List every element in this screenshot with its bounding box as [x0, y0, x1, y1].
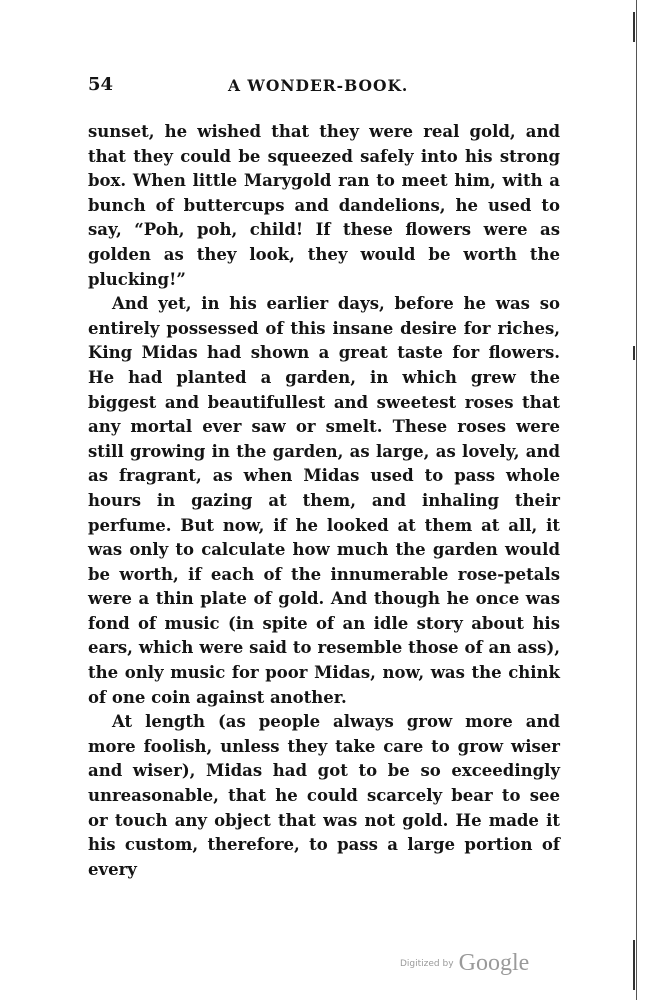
paragraph-2: And yet, in his earlier days, before he was so entirely possessed of this insane desire for riches, King Midas had shown a great taste for flowers. He had planted a garden, in which grew the biggest and beautifullest and sweetest roses that any mortal ever saw or smelt. These roses were still growing in the garden, as large, as lovely, and as fragrant, as when Midas used to pass whole hours in gazing at them, and inhaling their perfume. But now, if he looked at them at all, it was only to calculate how much the garden would be worth, if each of the innumerable rose-petals were a thin plate of gold. And though he once was fond of music (in spite of an idle story about his ears, which were said to resemble those of an ass), the only music for poor Midas, now, was the chink of one coin against another. — [88, 294, 560, 707]
watermark-brand-logo: Google — [458, 950, 530, 976]
watermark-prefix: Digitized by — [400, 959, 454, 969]
page-edge-mark-bottom — [633, 940, 635, 990]
paragraph-3: At length (as people always grow more and more foolish, unless they take care to grow wiser and wiser), Midas had got to be so exceedingly unreasonable, that he could scarcely bear to see or touch any object that was not gold. He made it his custom, therefore, to pass a large portion of every — [88, 712, 560, 879]
page-edge-line — [636, 0, 637, 1000]
digitized-watermark — [400, 950, 529, 977]
page-header — [88, 74, 560, 104]
page-edge-mark-top — [633, 12, 635, 42]
page-number: 54 — [88, 74, 114, 95]
page-edge-mark-middle — [633, 346, 635, 360]
body-text — [88, 120, 560, 882]
paragraph-1: sunset, he wished that they were real gold, and that they could be squeezed safely into his strong box. When little Marygold ran to meet him, with a bunch of buttercups and dandelions, he used to say, “Poh, poh, child! If these flowers were as golden as they look, they would be worth the plucking!” — [88, 122, 560, 289]
running-head: A WONDER-BOOK. — [228, 76, 409, 95]
